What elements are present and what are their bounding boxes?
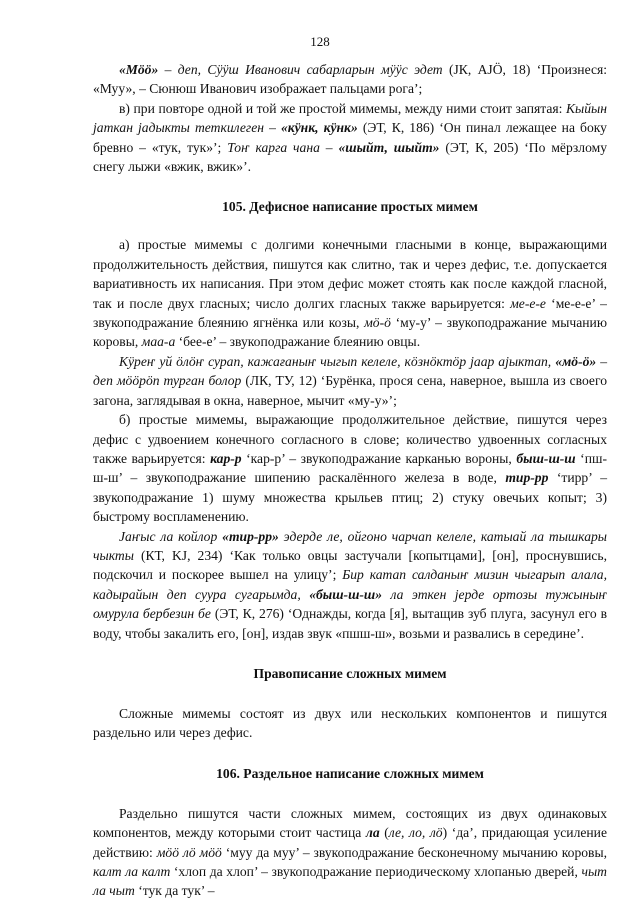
paragraph-compound-intro (93, 704, 607, 743)
emphasis-mimeme: «кӱнк, кӱнк» (280, 120, 358, 136)
emphasis-mimeme: «тир-рр» (222, 528, 279, 544)
text-run: ‘хлоп да хлоп’ – звукоподражание периодическому хлопанью дверей, (170, 864, 582, 879)
emphasis-mimeme: «мӧ-ӧ» (555, 353, 597, 369)
page-number: 128 (310, 34, 330, 49)
text-run: ‘му-у’ – звукоподражание мычанию коровы, (93, 315, 607, 350)
text-run: а) простые мимемы с долгими конечными гласными в конце, выражающими продолжительность действия, пишутся как слитно, так и через дефис, т.е. допускается вариативность их написания. При этом дефис может стоять как после каждой гласной, так и после двух гласных; число долгих гласных также варьируется: (93, 237, 607, 311)
paragraph-rule-v (93, 99, 607, 177)
text-run: ‘тирр’ – звукоподражание 1) шуму множества крыльев птиц; 2) стуку овечьих копыт; 3) быстрому воспламенению. (93, 470, 608, 525)
text-run: ( (379, 825, 389, 841)
text-run: (КТ, KJ, 234) ‘Как только овцы застучали [копытцами], [он], проснувшись, подскочил и поскорее вышел на улицу’; (93, 547, 607, 583)
text-run: (ЭТ, К, 205) ‘По мёрзлому снегу лыжи «вжик, вжик»’. (93, 139, 608, 175)
italic-text: мӧ-ӧ (364, 315, 391, 331)
italic-text: чыт ла чыт (93, 864, 607, 899)
text-run: ) ‘да’, придающая усиление действию: (93, 825, 607, 860)
paragraph-rule-a (93, 235, 607, 351)
italic-text: маа-а (141, 334, 176, 350)
text-run: ‘бее-е’ – звукоподражание блеянию овцы. (175, 334, 421, 350)
italic-text: ме-е-е (510, 295, 546, 311)
text-run: Раздельно пишутся части сложных мимем, состоящих из двух одинаковых компонентов, между которыми стоит частица (93, 805, 607, 841)
paragraph-example-moo (93, 60, 607, 99)
text-run: в) при повторе одной и той же простой мимемы, между ними стоит запятая: (119, 100, 567, 116)
text-run: ‘ме-е-е’ – звукоподражание блеянию ягнёнка или козы, (93, 295, 607, 331)
italic-text: ла эткен jерде ортозы тужыныҥ омурула бербезин бе (93, 586, 607, 622)
section-heading-106: 106. Раздельное написание сложных мимем (216, 765, 484, 781)
paragraph-rule-b (93, 410, 607, 526)
emphasis-mimeme: кар-р (210, 450, 242, 466)
section-heading-compound: Правописание сложных мимем (253, 665, 447, 681)
italic-text: Кӱреҥ уй ӧлӧҥ сурап, кажағаныҥ чыгып келеле, кӧзнӧктӧр jаар аjыктап, (119, 353, 556, 369)
italic-text: деп, Сӱӱш Иванович сабарларын мӱӱс эдет (177, 62, 443, 77)
paragraph-separate-writing (93, 804, 607, 901)
text-run: (JК, AJÖ, 18) ‘Произнеся: «Муу», – Сюнюш Иванович изображает пальцами рога’; (93, 62, 608, 97)
text-run: – (158, 62, 178, 77)
section-heading-105: 105. Дефисное написание простых мимем (222, 199, 478, 215)
text-run: ‘кар-р’ – звукоподражание карканью вороны, (241, 450, 517, 466)
text-run: (ЭТ, К, 276) ‘Однажды, когда [я], вытащив зуб плуга, засунул его в воду, чтобы закалить его, [он], издав звук «пшш-ш», возьми и развались в середине’. (93, 606, 607, 641)
emphasis-mimeme: ла (365, 825, 380, 841)
paragraph-example-sheep (93, 527, 607, 643)
italic-text: – деп мӧӧрӧп турган болор (93, 353, 607, 389)
text-run: (ЛК, ТУ, 12) ‘Бурёнка, прося сена, наверное, вышла из своего загона, заглядывая в окна, наверное, мычит «му-у»’; (93, 373, 607, 408)
italic-text: Тоҥ карга чана – (227, 139, 339, 155)
page-body (93, 60, 607, 901)
text-run: Сложные мимемы состоят из двух или нескольких компонентов и пишутся раздельно или через дефис. (93, 705, 607, 741)
italic-text: эдерде ле, ойгоно чарчап келеле, катыай ла тышкары чыкты (93, 528, 607, 563)
text-run: (ЭТ, К, 186) ‘Он пинал лежащее на боку бревно – «тук, тук»’; (93, 120, 607, 155)
text-run: б) простые мимемы, выражающие продолжительное действие, пишутся через дефис с удвоением конечного согласного в слове; количество удвоенных согласных также варьируется: (93, 412, 607, 466)
text-run: ‘пш-ш-ш’ – звукоподражание шипению раскалённого железа в воде, (93, 450, 607, 486)
italic-text: Бир катап салданыҥ мизин чыгарып алала, кадырайын деп суура сугарымда, (93, 567, 607, 602)
emphasis-mimeme: тир-рр (505, 470, 549, 486)
italic-text: Кыйын jаткан jадыкты теткилеген – (93, 100, 607, 136)
emphasis-mimeme: «быш-ш-ш» (309, 586, 383, 602)
emphasis-mimeme: «шыйт, шыйт» (338, 139, 440, 155)
text-run: ‘тук да тук’ – (134, 883, 215, 899)
paragraph-example-bull (93, 352, 607, 410)
italic-text: мӧӧ лӧ мӧӧ (156, 844, 222, 860)
text-run: ‘муу да муу’ – звукоподражание бесконечному мычанию коровы, (221, 844, 607, 860)
italic-text: калт ла калт (93, 864, 171, 879)
italic-text: Jаҥыс ла койлор (119, 528, 223, 544)
emphasis-mimeme: быш-ш-ш (516, 450, 576, 466)
italic-text: ле, ло, лӧ (388, 825, 443, 841)
emphasis-mimeme: «Мӧӧ» (119, 62, 159, 77)
